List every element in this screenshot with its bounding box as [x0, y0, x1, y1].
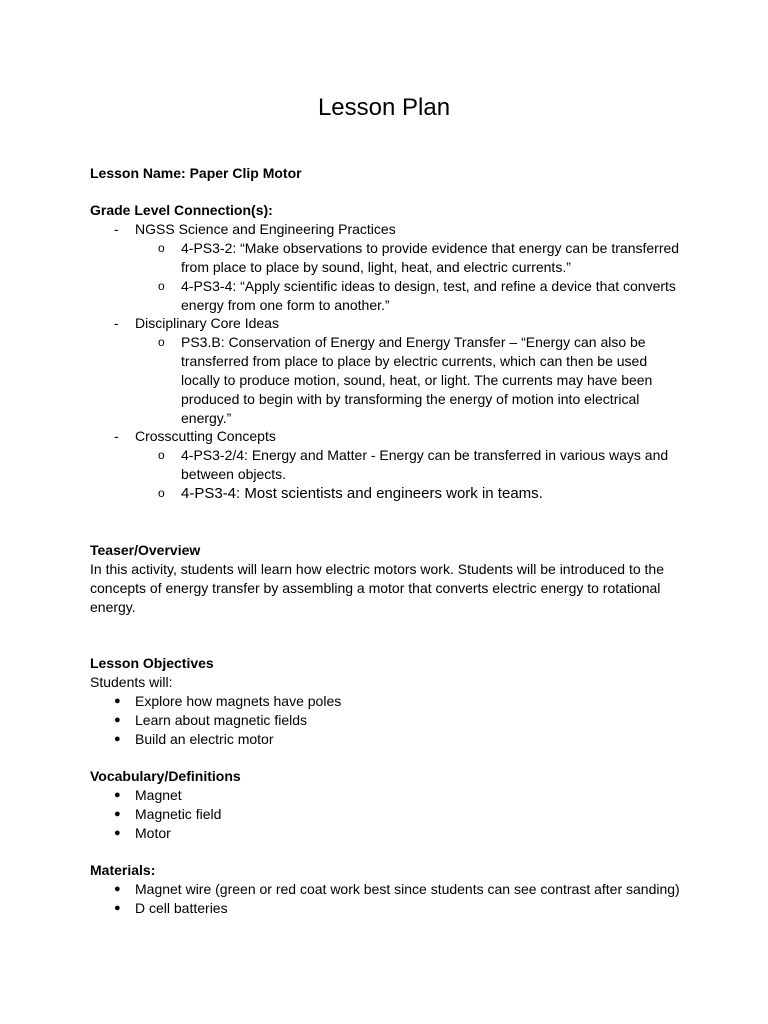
sub-list-item-text: PS3.B: Conservation of Energy and Energy Transfer – “Energy can also be transferred from place to place by electric currents, which can then be used locally to produce motion, sound, heat, or light. The currents may have been produced to begin with by transforming the energy of motion into electrical energy.” — [181, 334, 653, 426]
bullet-marker: ● — [114, 733, 121, 745]
list-item-text: Magnet — [135, 787, 182, 803]
list-item-text: Explore how magnets have poles — [135, 693, 342, 709]
dash-marker: - — [114, 221, 119, 237]
list-item-text: Magnet wire (green or red coat work best since students can see contrast after sanding) — [135, 881, 680, 897]
sub-list-item-text: 4-PS3-2/4: Energy and Matter - Energy can be transferred in various ways and between objects. — [181, 447, 669, 482]
bullet-marker: ● — [114, 789, 121, 801]
list-item-text: Build an electric motor — [135, 731, 274, 747]
teaser-heading: Teaser/Overview — [90, 542, 201, 558]
bullet-marker: ● — [114, 808, 121, 820]
dash-marker: - — [114, 315, 119, 331]
circle-marker: o — [158, 486, 165, 500]
bullet-marker: ● — [114, 695, 121, 707]
objectives-intro: Students will: — [90, 674, 173, 690]
page-title: Lesson Plan — [317, 94, 451, 121]
circle-marker: o — [158, 241, 165, 255]
circle-marker: o — [158, 335, 165, 349]
grade-level-heading: Grade Level Connection(s): — [90, 202, 273, 218]
bullet-marker: ● — [114, 827, 121, 839]
materials-heading: Materials: — [90, 862, 156, 878]
list-item-text: Magnetic field — [135, 806, 222, 822]
circle-marker: o — [158, 448, 165, 462]
bullet-marker: ● — [114, 902, 121, 914]
vocabulary-heading: Vocabulary/Definitions — [90, 768, 241, 784]
teaser-text: In this activity, students will learn how electric motors work. Students will be introduced to the concepts of energy transfer by assembling a motor that converts electric energy to rotational energy. — [90, 561, 664, 615]
bullet-marker: ● — [114, 883, 121, 895]
list-item-text: Learn about magnetic fields — [135, 712, 307, 728]
sub-list-item-text: 4-PS3-4: “Apply scientific ideas to design, test, and refine a device that converts energy from one form to another.” — [181, 278, 676, 313]
list-item-label: Crosscutting Concepts — [135, 428, 276, 444]
bullet-marker: ● — [114, 714, 121, 726]
list-item-label: Disciplinary Core Ideas — [135, 315, 279, 331]
lesson-name: Lesson Name: Paper Clip Motor — [90, 165, 302, 181]
list-item-text: Motor — [135, 825, 171, 841]
dash-marker: - — [114, 428, 119, 444]
circle-marker: o — [158, 279, 165, 293]
list-item-text: D cell batteries — [135, 900, 228, 916]
sub-list-item-text: 4-PS3-4: Most scientists and engineers work in teams. — [181, 485, 543, 502]
sub-list-item-text: 4-PS3-2: “Make observations to provide evidence that energy can be transferred from place to place by sound, light, heat, and electric currents.” — [181, 240, 680, 275]
list-item-label: NGSS Science and Engineering Practices — [135, 221, 396, 237]
objectives-heading: Lesson Objectives — [90, 655, 214, 671]
